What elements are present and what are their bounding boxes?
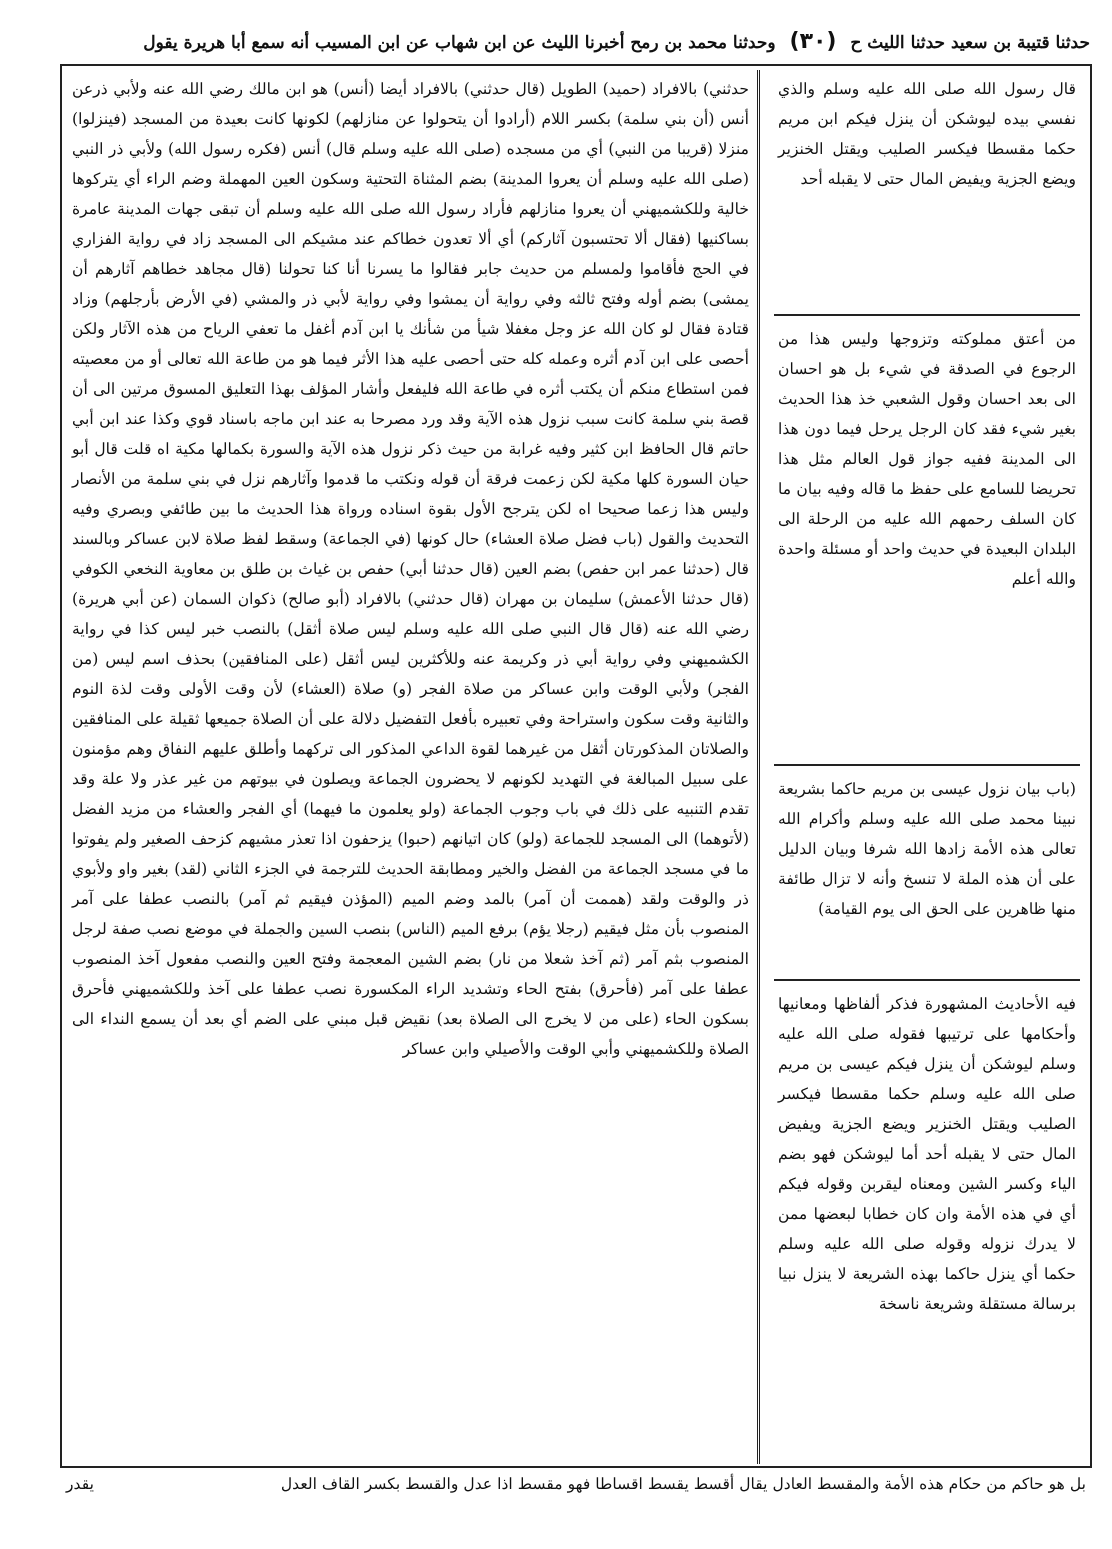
main-commentary-column bbox=[66, 70, 760, 1464]
margin-divider bbox=[774, 764, 1080, 766]
main-commentary-text: حدثني) بالافراد (حميد) الطويل (قال حدثني) بالافراد أيضا (أنس) هو ابن مالك رضي الله عنه ولأبي ذرعن أنس (أن بني سلمة) بكسر اللام (أرادوا أن يتحولوا عن منازلهم) لكونها كانت بعيدة من المسجد (فينزلوا) منزلا (قريبا من النبي) أي من مسجده (صلى الله عليه وسلم قال) أنس (فكره رسول الله) ولأبي ذر النبي (صلى الله عليه وسلم أن يعروا المدينة) بضم المثناة التحتية وسكون العين المهملة وضم الراء أي يتركوها خالية وللكشميهني أن يعروا منازلهم فأراد رسول الله صلى الله عليه وسلم أن تبقى جهات المدينة عامرة بساكنيها (فقال ألا تحتسبون آثاركم) أي ألا تعدون خطاكم عند مشيكم الى المسجد زاد في رواية الفزاري في الحج فأقاموا ولمسلم من حديث جابر فقالوا ما يسرنا أنا كنا تحولنا (قال مجاهد خطاهم آثارهم أن يمشى) بضم أوله وفتح ثالثه وفي رواية أن يمشوا وفي رواية لأبي ذر والمشي (في الأرض بأرجلهم) وزاد قتادة فقال لو كان الله عز وجل مغفلا شيأ من شأنك يا ابن آدم أغفل ما تعفي الرياح من هذه الآثار ولكن أحصى على ابن آدم أثره وعمله كله حتى أحصى عليه هذا الأثر فيما هو من طاعة الله تعالى أو من معصيته فمن استطاع منكم أن يكتب أثره في طاعة الله فليفعل وأشار المؤلف بهذا التعليق المسوق مرتين الى أن قصة بني سلمة كانت سبب نزول هذه الآية وقد ورد مصرحا به عند ابن ماجه باسناد قوي وكذا عند ابن أبي حاتم قال الحافظ ابن كثير وفيه غرابة من حيث ذكر نزول هذه الآية والسورة بكمالها مكية اه قلت قال أبو حيان السورة كلها مكية لكن زعمت فرقة أن قوله ونكتب ما قدموا وآثارهم نزل في بني سلمة من الأنصار وليس هذا زعما صحيحا اه لكن يترجح الأول بقوة اسناده ورواة هذا الحديث ما بين طائفي وبصري وفيه التحديث والقول (باب فضل صلاة العشاء) حال كونها (في الجماعة) وسقط لفظ صلاة لابن عساكر وبالسند قال (حدثنا عمر ابن حفص) بضم العين (قال حدثنا أبي) حفص بن غياث بن طلق بن معاوية النخعي الكوفي (قال حدثنا الأعمش) سليمان بن مهران (قال حدثني) بالافراد (أبو صالح) ذكوان السمان (عن أبي هريرة) رضي الله عنه (قال قال النبي صلى الله عليه وسلم ليس صلاة أثقل) بالنصب خبر ليس كذا في رواية الكشميهني وفي رواية أبي ذر وكريمة عنه وللأكثرين ليس أثقل (على المنافقين) بحذف اسم ليس (من الفجر) ولأبي الوقت وابن عساكر من صلاة الفجر (و) صلاة (العشاء) لأن وقت الأولى وقت لذة النوم والثانية وقت سكون واستراحة وفي تعبيره بأفعل التفضيل دلالة على أن الصلاة جميعها ثقيلة على المنافقين والصلاتان المذكورتان أثقل من غيرهما لقوة الداعي المذكور الى تركهما وأطلق عليهم النفاق وهم مؤمنون على سبيل المبالغة في التهديد لكونهم لا يحضرون الجماعة ويصلون في بيوتهم من غير عذر ولا علة وقد تقدم التنبيه على ذلك في باب وجوب الجماعة (ولو يعلمون ما فيهما) أي الفجر والعشاء من مزيد الفضل (لأتوهما) الى المسجد للجماعة (ولو) كان اتيانهم (حبوا) يزحفون اذا تعذر مشيهم كزحف الصغير ولم يفوتوا ما في مسجد الجماعة من الفضل والخير ومطابقة الحديث للترجمة في الجزء الثاني (لقد) بغير واو ولأبوي ذر والوقت ولقد (هممت أن آمر) بالمد وضم الميم (المؤذن فيقيم ثم آمر) بالنصب عطفا على آمر المنصوب بأن مثل فيقيم (رجلا يؤم) برفع الميم (الناس) بنصب السين والجملة في موضع نصب صفة لرجل المنصوب بثم آمر (ثم آخذ شعلا من نار) بضم الشين المعجمة وفتح العين والنصب مفعول آخذ المنصوب عطفا على آمر (فأحرق) بفتح الحاء وتشديد الراء المكسورة نصب عطفا على آخذ وللكشميهني فأحرق بسكون الحاء (على من لا يخرج الى الصلاة بعد) نقيض قبل مبني على الضم أي بعد أن يسمع النداء الى الصلاة وللكشميهني وأبي الوقت والأصيلي وابن عساكر bbox=[72, 80, 749, 1058]
page-number: (٣٠) bbox=[789, 29, 837, 54]
margin-chapter-heading: (باب بيان نزول عيسى بن مريم حاكما بشريعة نبينا محمد صلى الله عليه وسلم وأكرام الله تعالى هذه الأمة زادها الله شرفا وبيان الدليل على أن هذه الملة لا تنسخ وأنه لا تزال طائفة منها ظاهرين على الحق الى يوم القيامة) bbox=[778, 780, 1076, 918]
page-footer bbox=[66, 1470, 1086, 1498]
margin-divider bbox=[774, 979, 1080, 981]
footer-text: بل هو حاكم من حكام هذه الأمة والمقسط العادل يقال أقسط يقسط اقساطا فهو مقسط اذا عدل والقسط بكسر القاف العدل bbox=[280, 1475, 1086, 1493]
margin-commentary-text: من أعتق مملوكته وتزوجها وليس هذا من الرجوع في الصدقة في شيء بل هو احسان الى بعد احسان وقول الشعبي خذ هذا الحديث بغير شيء فقد كان الرجل يرحل فيما دون هذا الى المدينة ففيه جواز قول العالم مثل هذا تحريضا للسامع على حفظ ما قاله وفيه بيان ما كان السلف رحمهم الله عليه من الرحلة الى البلدان البعيدة في حديث واحد أو مسئلة واحدة والله أعلم bbox=[778, 330, 1076, 588]
header-left-text: وحدثنا محمد بن رمح أخبرنا الليث عن ابن شهاب عن ابن المسيب أنه سمع أبا هريرة يقول bbox=[143, 33, 776, 53]
margin-divider bbox=[774, 314, 1080, 316]
page-header bbox=[40, 22, 1090, 62]
header-right-text: حدثنا قتيبة بن سعيد حدثنا الليث ح bbox=[850, 33, 1090, 53]
margin-hadith-text: قال رسول الله صلى الله عليه وسلم والذي نفسي بيده ليوشكن أن ينزل فيكم ابن مريم حكما مقسطا فيكسر الصليب ويقتل الخنزير ويضع الجزية ويفيض المال حتى لا يقبله أحد bbox=[778, 80, 1076, 188]
catchword: يقدر bbox=[66, 1475, 94, 1493]
margin-column bbox=[770, 70, 1084, 1464]
margin-explanation-text: فيه الأحاديث المشهورة فذكر ألفاظها ومعانيها وأحكامها على ترتيبها فقوله صلى الله عليه وسلم ليوشكن أن ينزل فيكم عيسى بن مريم صلى الله عليه وسلم حكما مقسطا فيكسر الصليب ويقتل الخنزير ويضع الجزية ويفيض المال حتى لا يقبله أحد أما ليوشكن فهو بضم الياء وكسر الشين ومعناه ليقربن وقوله فيكم أي في هذه الأمة وان كان خطابا لبعضها ممن لا يدرك نزوله وقوله صلى الله عليه وسلم حكما أي ينزل حاكما بهذه الشريعة لا ينزل نبيا برسالة مستقلة وشريعة ناسخة bbox=[778, 995, 1076, 1313]
